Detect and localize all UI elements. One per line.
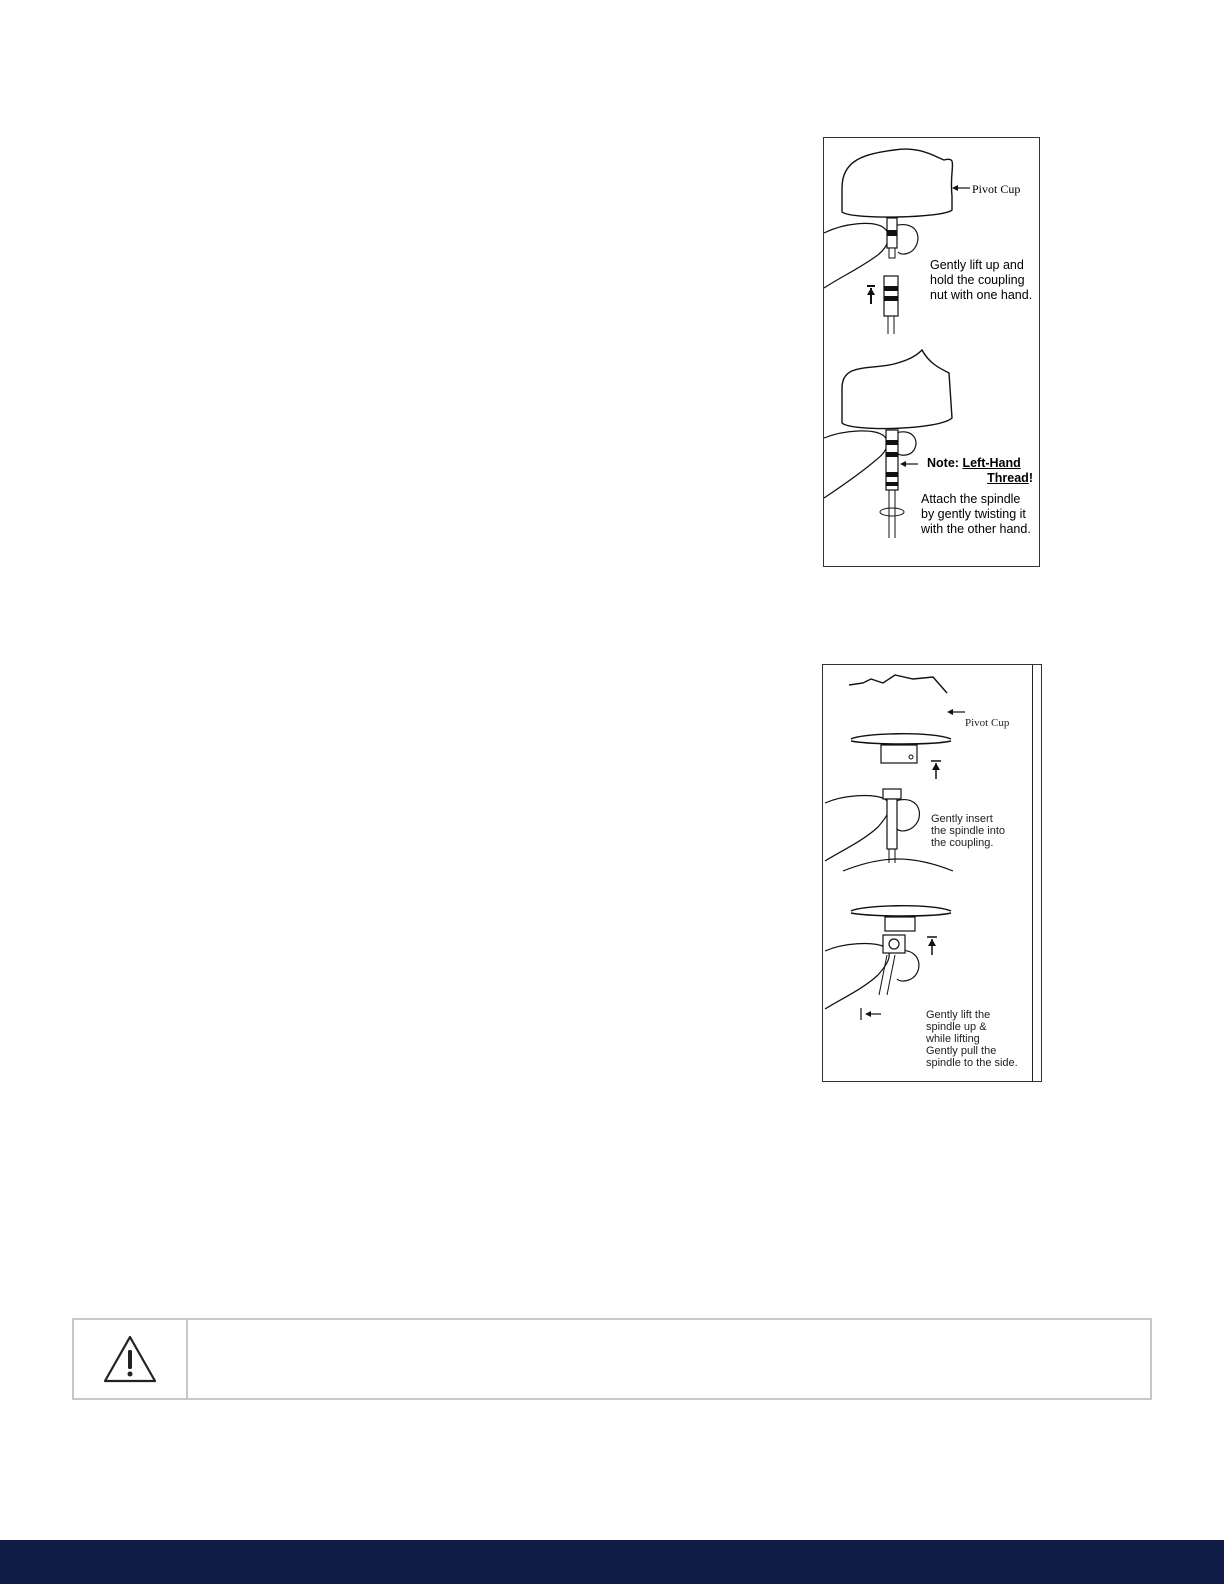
insert-instruction <box>931 813 1005 849</box>
attach-instruction-line: by gently twisting it <box>921 507 1026 521</box>
insert-instruction-line: the spindle into <box>931 825 1005 837</box>
caution-icon-cell <box>74 1320 188 1398</box>
note-label: Note: <box>927 456 959 470</box>
lift-side-instruction <box>926 1009 1018 1069</box>
attach-instruction <box>921 492 1031 537</box>
insert-instruction-line: the coupling. <box>931 837 994 849</box>
left-hand-thread-note <box>927 456 1039 486</box>
caution-box <box>72 1318 1152 1400</box>
thread-link-text: Thread <box>987 471 1029 485</box>
lift-instruction-line: hold the coupling <box>930 273 1025 287</box>
note-exclaim: ! <box>1028 471 1033 485</box>
lift-instruction <box>930 258 1032 303</box>
figure-remove-spindle <box>822 664 1042 1082</box>
left-hand-link-text: Left-Hand <box>962 456 1021 470</box>
pivot-cup-label-2: Pivot Cup <box>965 717 1010 729</box>
lift-instruction-line: nut with one hand. <box>930 288 1033 302</box>
pivot-cup-label: Pivot Cup <box>972 182 1021 196</box>
insert-instruction-line: Gently insert <box>931 813 993 825</box>
lift-side-instruction-line: spindle to the side. <box>926 1057 1018 1069</box>
lift-side-instruction-line: spindle up & <box>926 1021 987 1033</box>
attach-instruction-line: with the other hand. <box>921 522 1031 536</box>
lift-side-instruction-line: Gently pull the <box>926 1045 997 1057</box>
caution-text-cell <box>188 1320 1150 1398</box>
attach-instruction-line: Attach the spindle <box>921 492 1021 506</box>
figure-attach-spindle <box>823 137 1040 567</box>
footer-bar <box>0 1540 1224 1584</box>
lift-side-instruction-line: Gently lift the <box>926 1009 991 1021</box>
lift-instruction-line: Gently lift up and <box>930 258 1024 272</box>
warning-triangle-icon <box>101 1333 159 1385</box>
lift-side-instruction-line: while lifting <box>926 1033 980 1045</box>
